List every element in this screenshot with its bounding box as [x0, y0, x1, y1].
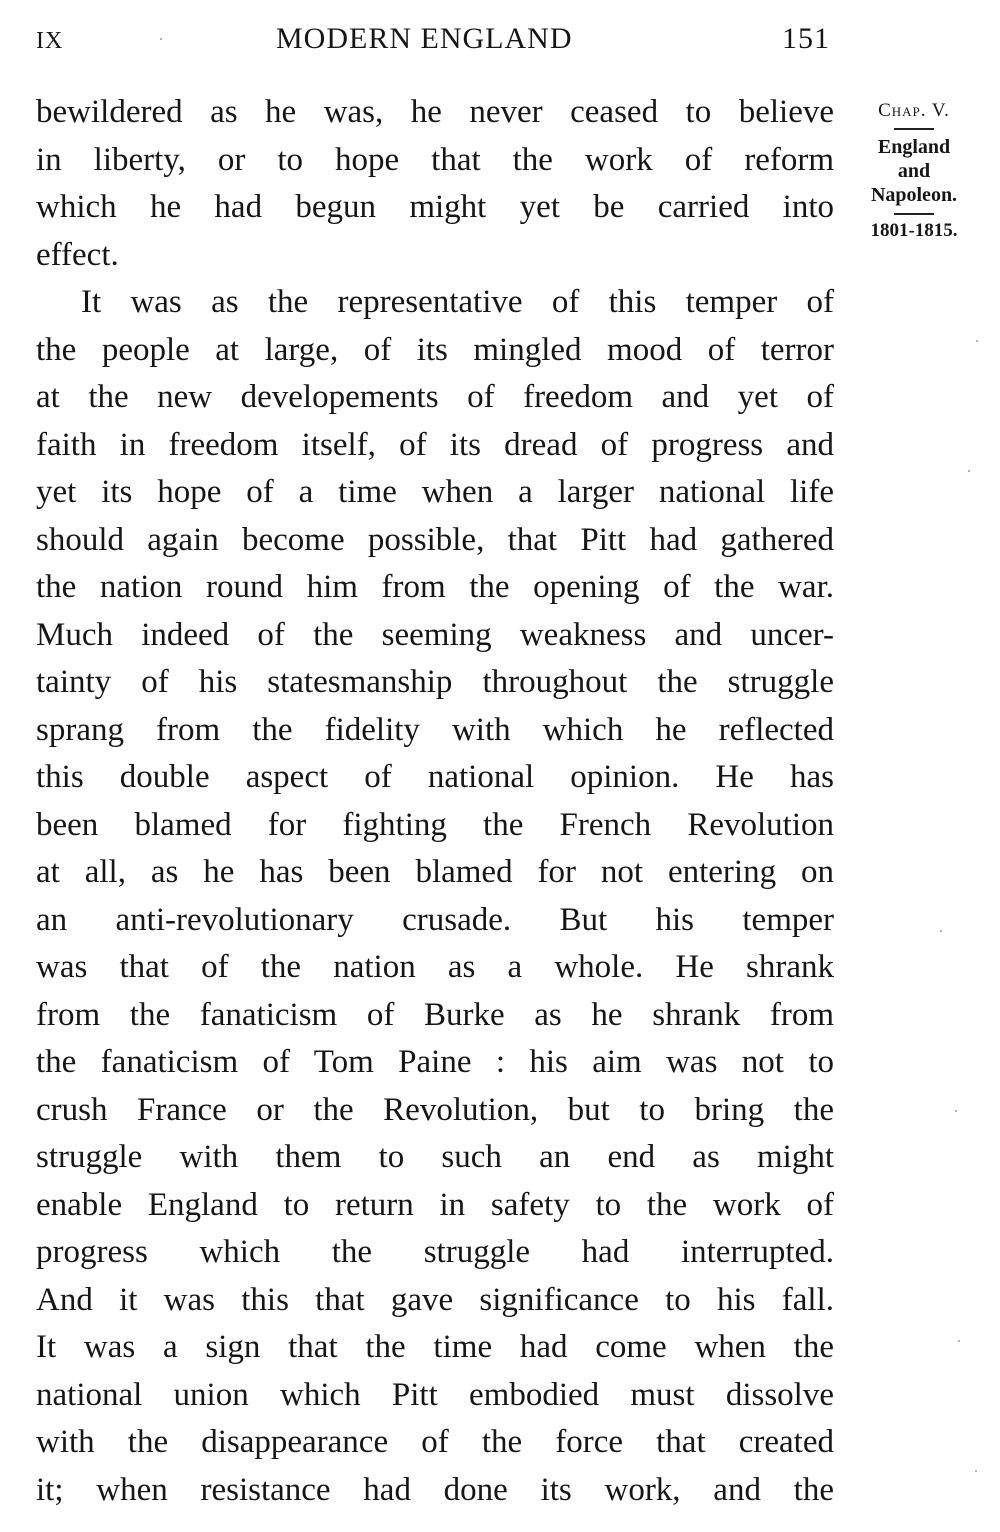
text-line: sprang from the fidelity with which he reflected	[36, 711, 834, 748]
scan-speck	[955, 1110, 957, 1112]
running-head	[36, 22, 836, 62]
text-line: this double aspect of national opinion. He has	[36, 759, 834, 795]
margin-note	[852, 100, 976, 242]
scan-speck	[975, 1470, 977, 1472]
text-line: from the fanaticism of Burke as he shrank from	[36, 996, 834, 1033]
margin-rule	[894, 128, 934, 130]
text-line: enable England to return in safety to the work of	[36, 1186, 834, 1223]
text-line: at all, as he has been blamed for not entering on	[36, 854, 834, 890]
text-line: national union which Pitt embodied must dissolve	[36, 1376, 834, 1413]
text-line: which he had begun might yet be carried into	[36, 189, 834, 225]
text-line: the people at large, of its mingled mood of terror	[36, 331, 834, 368]
text-line: been blamed for fighting the French Revolution	[36, 806, 834, 843]
text-line: in liberty, or to hope that the work of reform	[36, 141, 834, 178]
text-line: And it was this that gave significance to his fall.	[36, 1281, 834, 1318]
text-line: It was as the representative of this temper of	[81, 284, 834, 320]
margin-topic-line: and	[897, 160, 931, 182]
text-line: should again become possible, that Pitt had gathered	[36, 521, 834, 558]
scan-speck	[968, 470, 970, 472]
text-line: it; when resistance had done its work, and the	[36, 1471, 834, 1508]
scan-speck	[958, 1340, 960, 1342]
margin-years: 1801-1815.	[870, 220, 958, 241]
text-line: was that of the nation as a whole. He shrank	[36, 949, 834, 985]
text-line: faith in freedom itself, of its dread of progress and	[36, 426, 834, 463]
scan-speck	[160, 38, 162, 40]
text-line: It was a sign that the time had come when the	[36, 1329, 834, 1365]
scan-speck	[976, 340, 978, 342]
body-text	[36, 89, 834, 1514]
margin-topic-line: England	[877, 136, 951, 158]
text-line: struggle with them to such an end as might	[36, 1139, 834, 1175]
text-line: an anti-revolutionary crusade. But his temper	[36, 901, 834, 938]
text-line: at the new developements of freedom and yet of	[36, 379, 834, 415]
text-line: the nation round him from the opening of the war.	[36, 569, 834, 605]
book-title: MODERN ENGLAND	[276, 22, 573, 55]
text-line: yet its hope of a time when a larger national life	[36, 474, 834, 510]
margin-rule	[894, 213, 934, 215]
text-line: with the disappearance of the force that created	[36, 1424, 834, 1460]
margin-topic-line: Napoleon.	[870, 184, 958, 206]
text-line: the fanaticism of Tom Paine : his aim was not to	[36, 1044, 834, 1080]
text-line: tainty of his statesmanship throughout the struggle	[36, 664, 834, 700]
chapter-numeral: IX	[36, 28, 64, 54]
text-line: effect.	[36, 236, 119, 273]
text-line: Much indeed of the seeming weakness and uncer-	[36, 616, 834, 653]
page-number: 151	[782, 22, 830, 55]
text-line: progress which the struggle had interrupted.	[36, 1234, 834, 1270]
scan-speck	[940, 930, 942, 932]
text-line: bewildered as he was, he never ceased to believe	[36, 94, 834, 130]
margin-chapter: Chap. V.	[878, 100, 950, 121]
text-line: crush France or the Revolution, but to bring the	[36, 1091, 834, 1128]
